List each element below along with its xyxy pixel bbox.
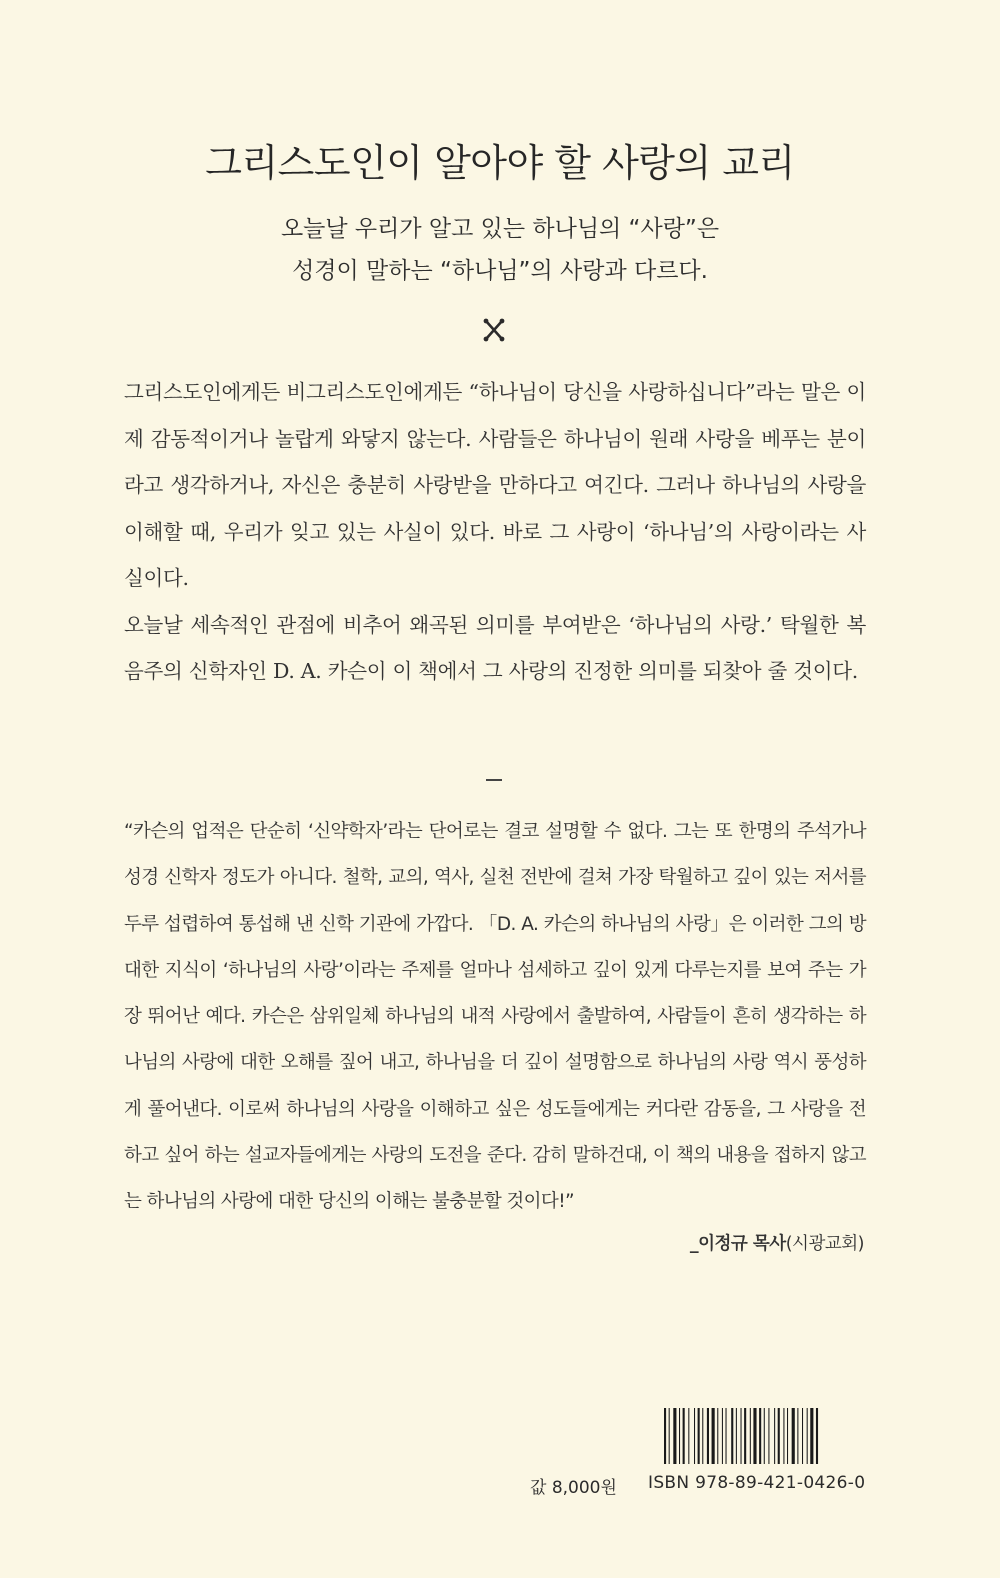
barcode-bar (744, 1408, 746, 1464)
barcode-bar (807, 1408, 808, 1464)
barcode-bar (778, 1408, 780, 1464)
barcode-bar (726, 1408, 727, 1464)
subtitle-line-1: 오늘날 우리가 알고 있는 하나님의 “사랑”은 (280, 216, 720, 242)
barcode-bar (712, 1408, 715, 1464)
barcode-bar (669, 1408, 670, 1464)
barcode-bar (731, 1408, 733, 1464)
barcode-bar (810, 1408, 813, 1464)
barcode-bar (688, 1408, 689, 1464)
description-paragraph-1: 그리스도인에게든 비그리스도인에게든 “하나님이 당신을 사랑하십니다”라는 말은 이제 감동적이거나 놀랍게 와닿지 않는다. 사람들은 하나님이 원래 사랑을 베푸는 분이라고 생각하거나, 자신은 충분히 사랑받을 만하다고 여긴다. 그러나 하나님의 사랑을 이해할 때, 우리가 잊고 있는 사실이 있다. 바로 그 사랑이 ‘하나님’의 사랑이라는 사실이다. (124, 380, 866, 590)
subtitle-line-2: 성경이 말하는 “하나님”의 사랑과 다르다. (292, 258, 708, 284)
barcode-bar (736, 1408, 737, 1464)
barcode-bar (787, 1408, 788, 1464)
endorser-affiliation: (시광교회) (785, 1234, 864, 1254)
endorsement-attribution (690, 1230, 864, 1255)
description-paragraph-2: 오늘날 세속적인 관점에 비추어 왜곡된 의미를 부여받은 ‘하나님의 사랑.’ 탁월한 복음주의 신학자인 D. A. 카슨이 이 책에서 그 사랑의 진정한 의미를 되찾아 줄 것이다. (124, 612, 866, 683)
barcode-bar (792, 1408, 795, 1464)
barcode-bar (768, 1408, 769, 1464)
description-text (124, 369, 866, 695)
book-title: 그리스도인이 알아야 할 사랑의 교리 (205, 141, 795, 185)
endorsement-quote (124, 809, 866, 1226)
barcode-bar (694, 1408, 695, 1464)
barcode-bar (707, 1408, 709, 1464)
barcode-bar (702, 1408, 703, 1464)
x-cross-ornament-icon (480, 316, 508, 344)
barcode-bar (774, 1408, 775, 1464)
barcode-bar (683, 1408, 685, 1464)
barcode-bar (759, 1408, 761, 1464)
barcode-bar (750, 1408, 751, 1464)
barcode-bar (783, 1408, 784, 1464)
endorser-name: _이정규 목사 (689, 1234, 786, 1254)
barcode-bar (664, 1408, 666, 1464)
price-label: 값 8,000원 (530, 1478, 617, 1498)
endorsement-text: “카슨의 업적은 단순히 ‘신약학자’라는 단어로는 결코 설명할 수 없다. 그는 또 한명의 주석가나 성경 신학자 정도가 아니다. 철학, 교의, 역사, 실천 전반에 걸쳐 가장 탁월하고 깊이 있는 저서를 두루 섭렵하여 통섭해 낸 신학 기관에 가깝다. 「D. A. 카슨의 하나님의 사랑」은 이러한 그의 방대한 지식이 ‘하나님의 사랑’이라는 주제를 얼마나 섬세하고 깊이 있게 다루는지를 보여 주는 가장 뛰어난 예다. 카슨은 삼위일체 하나님의 내적 사랑에서 출발하여, 사람들이 흔히 생각하는 하나님의 사랑에 대한 오해를 짚어 내고, 하나님을 더 깊이 설명함으로 하나님의 사랑 역시 풍성하게 풀어낸다. 이로써 하나님의 사랑을 이해하고 싶은 성도들에게는 커다란 감동을, 그 사랑을 전하고 싶어 하는 설교자들에게는 사랑의 도전을 준다. 감히 말하건대, 이 책의 내용을 접하지 않고는 하나님의 사랑에 대한 당신의 이해는 불충분할 것이다!” (124, 821, 866, 1213)
barcode-bar (741, 1408, 742, 1464)
barcode-bar (698, 1408, 700, 1464)
barcode-bar (753, 1408, 756, 1464)
barcode-bar (816, 1408, 818, 1464)
barcode-bar (802, 1408, 803, 1464)
barcode-bar (797, 1408, 798, 1464)
barcode-icon (664, 1408, 868, 1464)
section-divider (486, 779, 502, 781)
barcode-bar (679, 1408, 680, 1464)
isbn-label: ISBN 978-89-421-0426-0 (648, 1473, 866, 1493)
barcode-bar (722, 1408, 723, 1464)
subtitle (0, 208, 1000, 292)
barcode-bar (673, 1408, 676, 1464)
barcode-bar (764, 1408, 765, 1464)
barcode-bar (717, 1408, 718, 1464)
